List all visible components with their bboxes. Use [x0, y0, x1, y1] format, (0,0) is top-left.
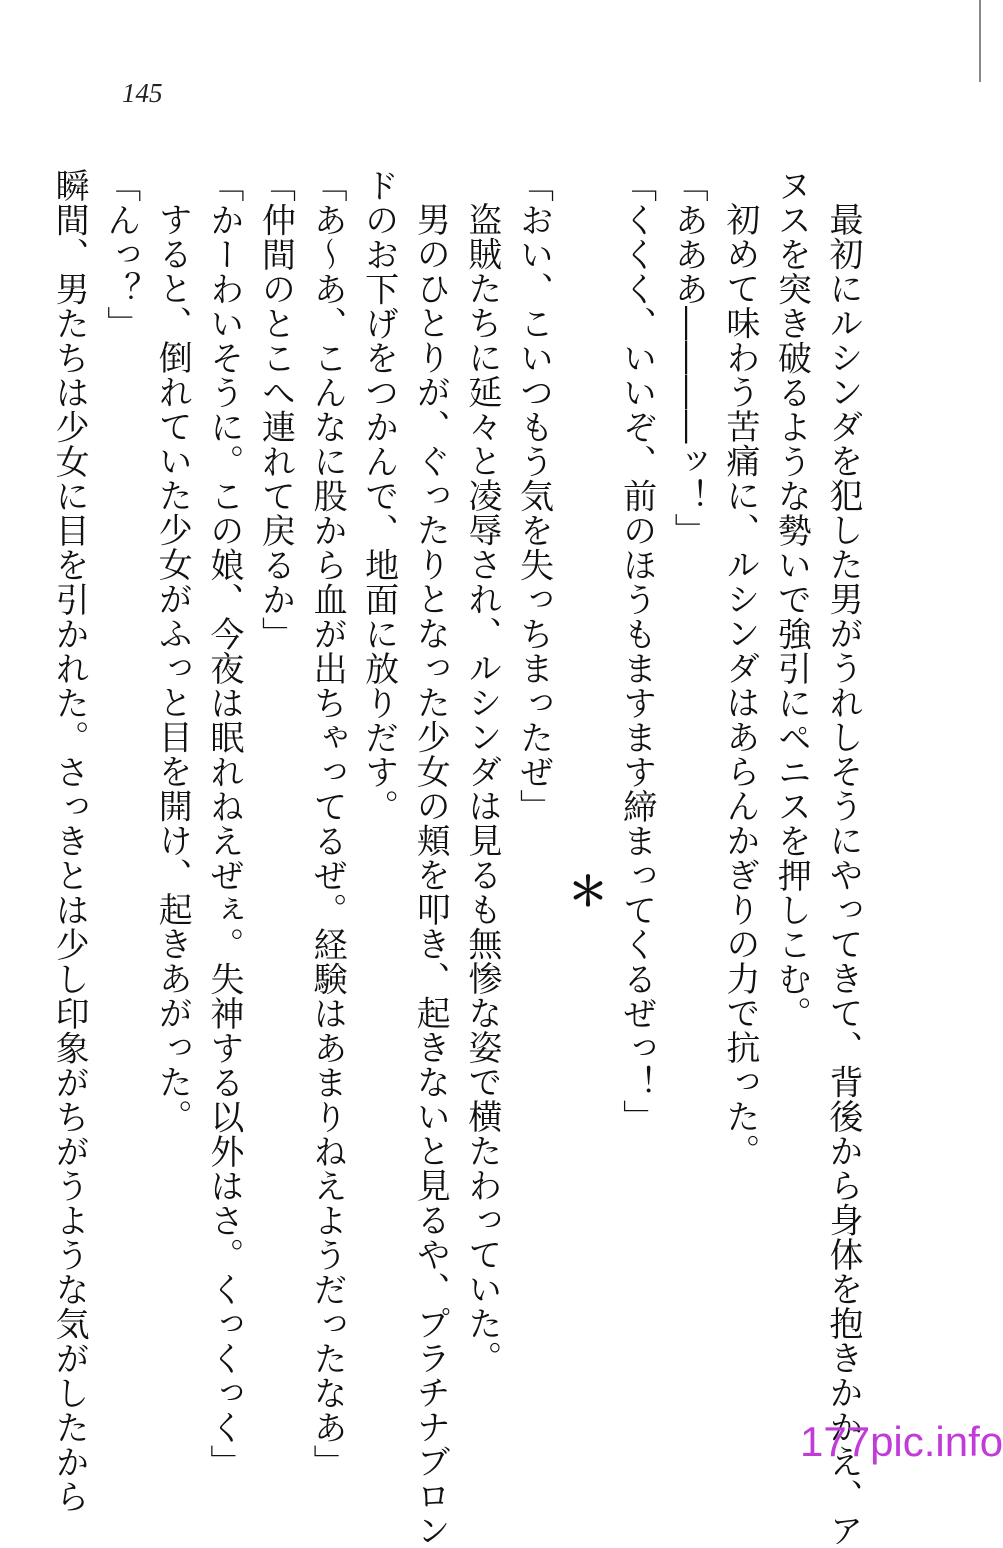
text-line: 瞬間、男たちは少女に目を引かれた。さっきとは少し印象がちがうような気がしたから: [49, 168, 90, 1514]
text-line: 最初にルシンダを犯した男がうれしそうにやってきて、背後から身体を抱きかかえ、ア: [823, 202, 863, 1548]
text-line: 「あああ――――ッ！」: [668, 168, 709, 548]
text-line: 盗賊たちに延々と凌辱され、ルシンダは見るも無惨な姿で横たわっていた。: [461, 202, 502, 1375]
text-line: ドのお下げをつかんで、地面に放りだす。: [358, 168, 399, 824]
text-line: 「おい、こいつもう気を失っちまったぜ」: [513, 168, 554, 824]
page-number: 145: [122, 78, 163, 108]
text-line: すると、倒れていた少女がふっと目を開け、起きあがった。: [152, 202, 193, 1134]
section-separator: [568, 168, 609, 1368]
text-line: 「仲間のとこへ連れて戻るか」: [255, 168, 296, 651]
watermark: 177pic.info: [800, 1418, 1003, 1465]
text-line: 初めて味わう苦痛に、ルシンダはあらんかぎりの力で抗った。: [719, 202, 760, 1168]
text-line: 「くくく、いいぞ、前のほうもますます締まってくるぜっ！」: [616, 168, 657, 1134]
text-line: 「あ～あ、こんなに股から血が出ちゃってるぜ。経験はあまりねえようだったなあ」: [307, 168, 348, 1479]
text-line: 「かーわいそうに。この娘、今夜は眠れねえぜぇ。失神する以外はさ。くっくっく」: [203, 168, 244, 1479]
text-line: 男のひとりが、ぐったりとなった少女の頬を叩き、起きないと見るや、プラチナブロン: [410, 202, 451, 1548]
text-line: 「んっ？」: [100, 168, 141, 341]
scan-edge-line: [979, 0, 981, 82]
asterisk-separator: ＊: [568, 868, 609, 915]
text-line: ヌスを突き破るような勢いで強引にペニスを押しこむ。: [771, 168, 812, 1031]
vertical-text-block: [49, 168, 863, 1548]
